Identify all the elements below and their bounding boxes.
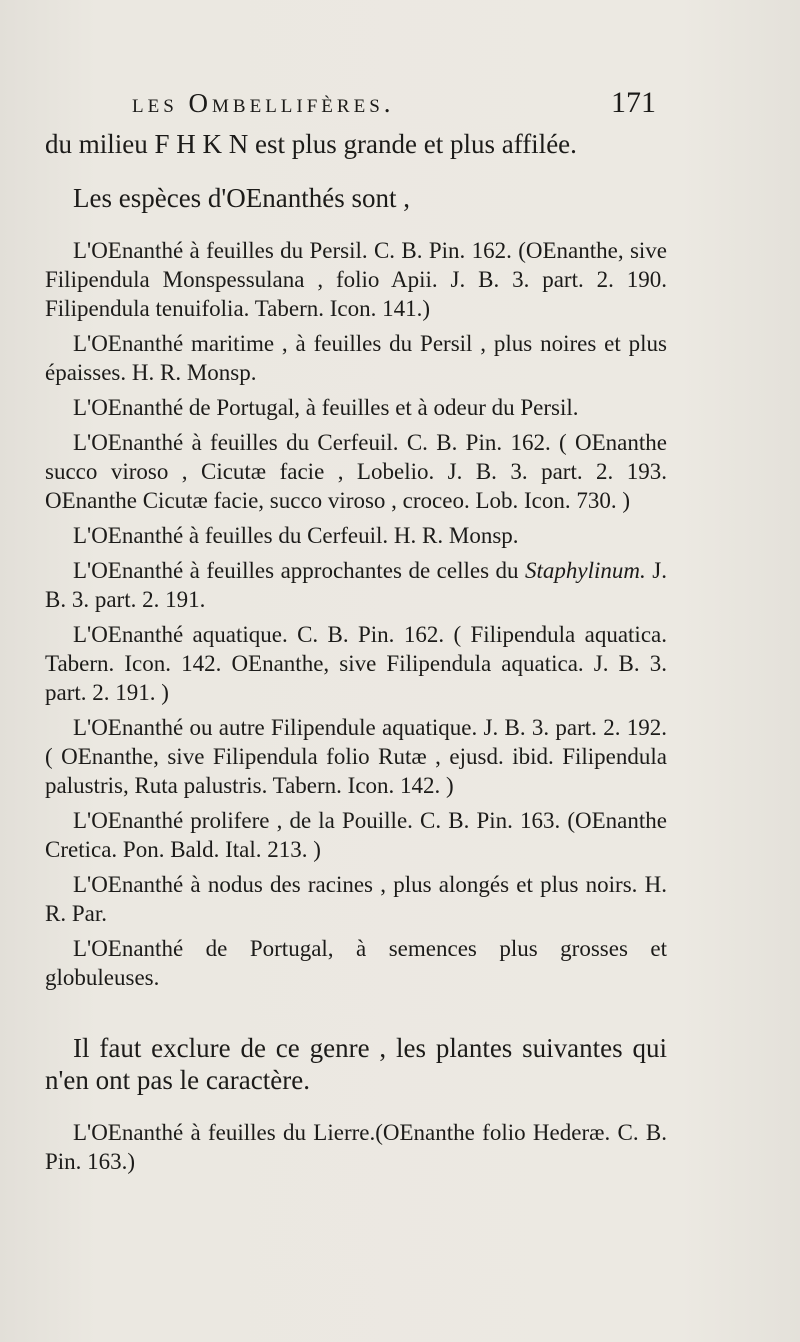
species-entry: L'OEnanthé à feuilles du Cerfeuil. C. B. Pin. 162. ( OEnanthe succo viroso , Cicutæ facie , Lobelio. J. B. 3. part. 2. 193. OEnanthe Cicutæ facie, succo viroso , croceo. Lob. Icon. 730. ) [45, 430, 667, 513]
continuation-text: du milieu F H K N est plus grande et plus affilée. [45, 129, 577, 159]
species-entry: L'OEnanthé maritime , à feuilles du Persil , plus noires et plus épaisses. H. R. Monsp. [45, 331, 667, 385]
species-entry: L'OEnanthé ou autre Filipendule aquatique. J. B. 3. part. 2. 192. ( OEnanthe, sive Filipendula folio Rutæ , ejusd. ibid. Filipendula palustris, Ruta palustris. Tabern. Icon. 142. ) [45, 715, 667, 798]
species-entry: L'OEnanthé de Portugal, à feuilles et à odeur du Persil. [73, 395, 579, 420]
species-entry: L'OEnanthé à feuilles du Persil. C. B. Pin. 162. (OEnanthe, sive Filipendula Monspessulana , folio Apii. J. B. 3. part. 2. 190. Filipendula tenuifolia. Tabern. Icon. 141.) [45, 238, 667, 321]
entry-text: J. B. 3. part. 2. 191. [45, 558, 668, 612]
species-heading: Les espèces d'OEnanthés sont , [73, 183, 411, 213]
species-entry: L'OEnanthé prolifere , de la Pouille. C. B. Pin. 163. (OEnanthe Cretica. Pon. Bald. Ital. 213. ) [45, 808, 667, 862]
running-title: les Ombellifères. [132, 88, 395, 118]
species-entry [45, 556, 667, 614]
italic-genus-name: Staphylinum. [525, 558, 646, 583]
species-entry: L'OEnanthé à nodus des racines , plus alongés et plus noirs. H. R. Par. [45, 872, 667, 926]
excluded-species-entry: L'OEnanthé à feuilles du Lierre.(OEnanthe folio Hederæ. C. B. Pin. 163.) [45, 1120, 667, 1174]
page-header [132, 86, 656, 120]
page-number: 171 [611, 86, 656, 119]
entry-text: L'OEnanthé à feuilles approchantes de celles du [73, 558, 526, 583]
page-body [45, 128, 667, 1176]
species-entry: L'OEnanthé de Portugal, à semences plus grosses et globuleuses. [45, 936, 667, 990]
species-entry: L'OEnanthé à feuilles du Cerfeuil. H. R. Monsp. [73, 523, 519, 548]
exclusion-heading: Il faut exclure de ce genre , les plantes suivantes qui n'en ont pas le caractère. [45, 1033, 667, 1095]
species-entry: L'OEnanthé aquatique. C. B. Pin. 162. ( Filipendula aquatica. Tabern. Icon. 142. OEnanthe, sive Filipendula aquatica. J. B. 3. part. 2. 191. ) [45, 622, 667, 705]
